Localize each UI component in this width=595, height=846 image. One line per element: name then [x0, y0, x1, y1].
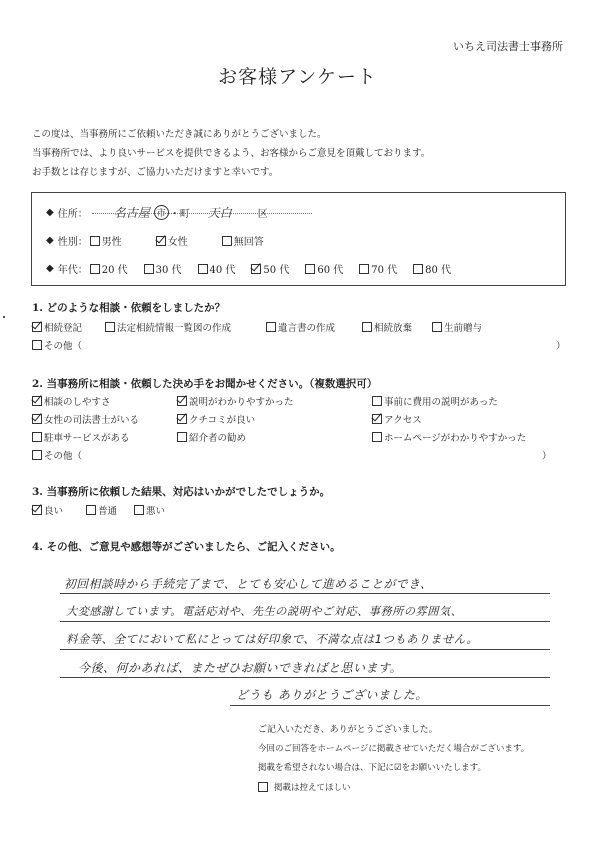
age-label: 年代：: [57, 265, 88, 276]
checkbox[interactable]: [134, 505, 144, 515]
gender-label: 性別：: [57, 237, 88, 248]
question-4: 4. その他、ご意見や感想等がございましたら、ご記入ください。: [32, 541, 341, 553]
checkbox-checked[interactable]: [177, 414, 187, 424]
q2-option-7[interactable]: 駐車サービスがある: [32, 430, 130, 444]
intro-line-2: 当事務所では、より良いサービスを提供できるよう、お客様からご意見を頂戴しております。: [32, 148, 431, 159]
checkbox-checked[interactable]: [372, 414, 382, 424]
q3-option-good[interactable]: 良い: [32, 503, 63, 517]
ward-label: 区: [257, 209, 268, 220]
diamond-icon: ◆: [46, 207, 54, 218]
footer-thanks: ご記入いただき、ありがとうございました。: [258, 725, 438, 735]
checkbox-checked[interactable]: [251, 264, 261, 274]
town-label: ・町: [169, 209, 190, 220]
checkbox-checked[interactable]: [32, 414, 42, 424]
answer-rule-5: [230, 705, 550, 706]
checkbox[interactable]: [305, 264, 315, 274]
q2-other-close: ）: [542, 451, 552, 462]
age-option-60[interactable]: 60 代: [305, 261, 343, 276]
checkbox[interactable]: [372, 396, 382, 406]
footer-optout[interactable]: 掲載は控えてほしい: [258, 781, 351, 793]
question-1: 1. どのような相談・依頼をしましたか？: [32, 302, 226, 314]
checkbox[interactable]: [32, 450, 42, 460]
age-option-40[interactable]: 40 代: [198, 261, 236, 276]
checkbox-checked[interactable]: [32, 505, 42, 515]
checkbox-checked[interactable]: [32, 322, 42, 332]
q2-option-6[interactable]: アクセス: [372, 412, 422, 426]
diamond-icon: ◆: [46, 235, 54, 246]
q2-option-4[interactable]: 女性の司法書士がいる: [32, 412, 139, 426]
answer-rule-4: [60, 677, 550, 678]
address-underline: [92, 213, 312, 214]
age-option-70[interactable]: 70 代: [359, 261, 397, 276]
q3-option-normal[interactable]: 普通: [86, 503, 117, 517]
gender-option-female[interactable]: 女性: [156, 233, 188, 248]
checkbox[interactable]: [266, 322, 276, 332]
q1-option-5[interactable]: 生前贈与: [432, 320, 482, 334]
checkbox[interactable]: [32, 432, 42, 442]
checkbox[interactable]: [144, 264, 154, 274]
checkbox[interactable]: [90, 264, 100, 274]
age-option-20[interactable]: 20 代: [90, 261, 128, 276]
answer-line-3[interactable]: 料金等、全てにおいて私にとっては好印象で、不満な点は1つもありません。: [66, 632, 479, 646]
answer-line-5[interactable]: どうも ありがとうございました。: [236, 688, 428, 702]
gender-option-none[interactable]: 無回答: [222, 233, 264, 248]
age-option-80[interactable]: 80 代: [413, 261, 451, 276]
q1-other-close: ）: [556, 341, 566, 352]
q3-option-bad[interactable]: 悪い: [134, 503, 165, 517]
age-option-30[interactable]: 30 代: [144, 261, 182, 276]
checkbox[interactable]: [432, 322, 442, 332]
q2-option-9[interactable]: ホームページがわかりやすかった: [372, 430, 526, 444]
checkbox[interactable]: [86, 505, 96, 515]
office-name: いちえ司法書士事務所: [453, 40, 563, 53]
footer-note-1: 今回のご回答をホームページに掲載させていただく場合がございます。: [258, 744, 530, 754]
checkbox[interactable]: [258, 782, 268, 792]
page-title: お客様アンケート: [218, 66, 377, 88]
q1-option-3[interactable]: 遺言書の作成: [266, 320, 335, 334]
address-label: 住所：: [57, 209, 88, 220]
intro-line-1: この度は、当事務所にご依頼いただき誠にありがとうございました。: [32, 129, 327, 140]
gender-row: [46, 233, 284, 248]
q2-option-8[interactable]: 紹介者の勧め: [177, 430, 246, 444]
checkbox[interactable]: [32, 340, 42, 350]
q2-option-5[interactable]: クチコミが良い: [177, 412, 255, 426]
answer-rule-2: [60, 621, 550, 622]
city-circle-mark[interactable]: 市: [154, 205, 169, 220]
answer-rule-1: [60, 593, 550, 594]
answer-line-4[interactable]: 今後、何かあれば、またぜひお願いできればと思います。: [78, 661, 403, 675]
q1-other[interactable]: その他（: [32, 338, 82, 352]
answer-line-1[interactable]: 初回相談時から手続完了まで、とても安心して進めることができ、: [64, 577, 433, 591]
checkbox[interactable]: [359, 264, 369, 274]
footer-note-2: 掲載を希望されない場合は、下記に☑をお願いいたします。: [258, 763, 486, 773]
age-option-50[interactable]: 50 代: [251, 261, 289, 276]
checkbox[interactable]: [105, 322, 115, 332]
checkbox-checked[interactable]: [32, 396, 42, 406]
address-city-value[interactable]: 名古屋: [113, 206, 150, 220]
age-row: [46, 261, 451, 276]
checkbox[interactable]: [372, 432, 382, 442]
question-2: 2. 当事務所に相談・依頼した決め手をお聞かせください。（複数選択可）: [32, 378, 378, 390]
checkbox-checked[interactable]: [156, 236, 166, 246]
stray-mark: [3, 316, 5, 318]
q1-option-2[interactable]: 法定相続情報一覧図の作成: [105, 320, 231, 334]
q1-option-4[interactable]: 相続放棄: [362, 320, 412, 334]
checkbox[interactable]: [90, 236, 100, 246]
checkbox[interactable]: [362, 322, 372, 332]
q2-option-3[interactable]: 事前に費用の説明があった: [372, 394, 498, 408]
q1-option-1[interactable]: 相続登記: [32, 320, 82, 334]
question-3: 3. 当事務所に依頼した結果、対応はいかがでしたでしょうか。: [32, 486, 331, 498]
gender-option-male[interactable]: 男性: [90, 233, 122, 248]
respondent-info-box: [31, 192, 566, 286]
checkbox[interactable]: [198, 264, 208, 274]
q2-other[interactable]: その他（: [32, 448, 82, 462]
answer-line-2[interactable]: 大変感謝しています。電話応対や、先生の説明やご対応、事務所の雰囲気、: [66, 605, 463, 618]
answer-rule-3: [60, 649, 550, 650]
diamond-icon: ◆: [46, 263, 54, 274]
checkbox[interactable]: [413, 264, 423, 274]
checkbox[interactable]: [222, 236, 232, 246]
q2-option-2[interactable]: 説明がわかりやすかった: [177, 394, 294, 408]
address-ward-value[interactable]: 天白: [207, 206, 232, 220]
checkbox-checked[interactable]: [177, 396, 187, 406]
q2-option-1[interactable]: 相談のしやすさ: [32, 394, 111, 408]
checkbox[interactable]: [177, 432, 187, 442]
intro-line-3: お手数とは存じますが、ご協力いただけますと幸いです。: [32, 167, 279, 178]
